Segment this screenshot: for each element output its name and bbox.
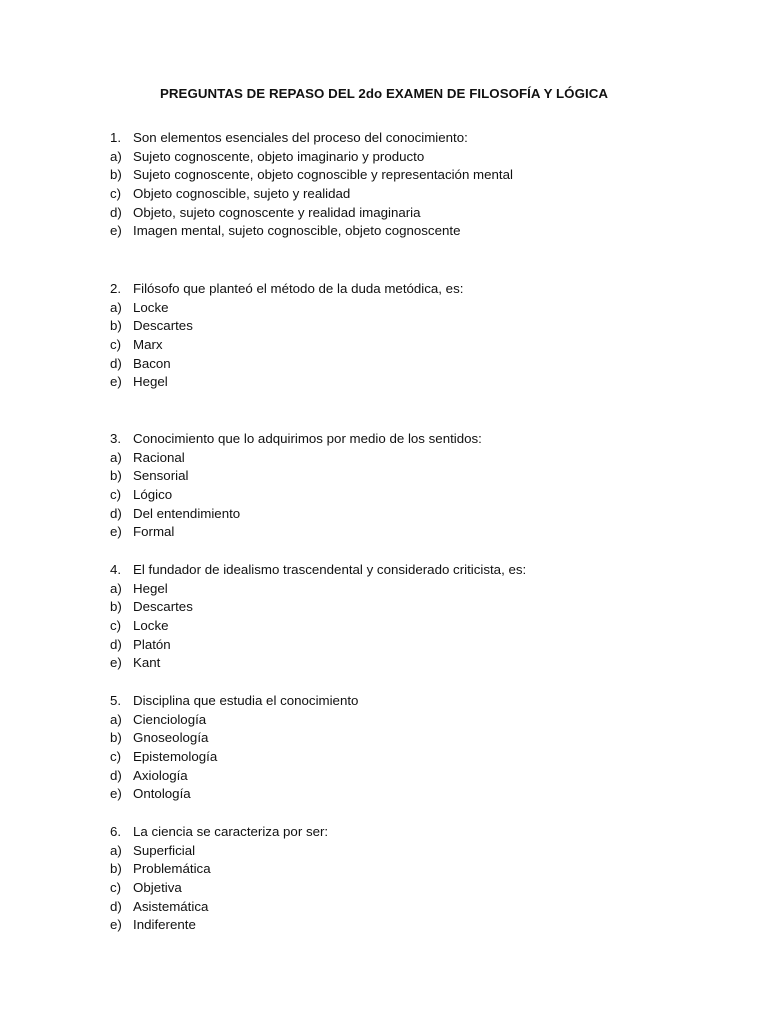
option-letter: c) [110, 749, 122, 765]
option-c [110, 185, 513, 204]
option-letter: b) [110, 167, 122, 183]
question-text: Disciplina que estudia el conocimiento [133, 693, 359, 708]
option-e [110, 523, 482, 542]
option-e [110, 916, 328, 935]
option-text: Sujeto cognoscente, objeto cognoscible y representación mental [133, 167, 513, 183]
option-text: Sensorial [133, 468, 189, 484]
option-text: Descartes [133, 318, 193, 334]
question-text: La ciencia se caracteriza por ser: [133, 824, 329, 839]
question-stem [110, 280, 463, 299]
option-text: Imagen mental, sujeto cognoscible, objeto cognoscente [133, 223, 461, 239]
option-letter: e) [110, 917, 122, 933]
option-letter: b) [110, 318, 122, 334]
option-text: Kant [133, 655, 161, 671]
option-text: Cienciología [133, 711, 207, 727]
option-d [110, 898, 328, 917]
option-a [110, 299, 463, 318]
document-title: PREGUNTAS DE REPASO DEL 2do EXAMEN DE FILOSOFÍA Y LÓGICA [159, 86, 609, 101]
options-list [110, 842, 328, 935]
option-text: Gnoseología [133, 730, 209, 746]
option-d [110, 767, 358, 786]
question-text: El fundador de idealismo trascendental y considerado criticista, es: [133, 562, 527, 577]
question-6 [110, 823, 328, 935]
option-letter: b) [110, 468, 122, 484]
option-c [110, 748, 358, 767]
option-letter: a) [110, 299, 122, 315]
option-letter: d) [110, 898, 122, 914]
option-e [110, 222, 513, 241]
option-b [110, 166, 513, 185]
option-letter: c) [110, 618, 122, 634]
option-letter: d) [110, 767, 122, 783]
option-d [110, 505, 482, 524]
option-a [110, 580, 526, 599]
option-letter: d) [110, 204, 122, 220]
option-letter: c) [110, 880, 122, 896]
option-letter: e) [110, 524, 122, 540]
option-letter: e) [110, 374, 122, 390]
question-4 [110, 561, 526, 673]
option-text: Descartes [133, 599, 193, 615]
option-b [110, 860, 328, 879]
options-list [110, 299, 463, 392]
question-number: 5. [110, 693, 122, 708]
option-c [110, 617, 526, 636]
option-letter: a) [110, 842, 122, 858]
option-letter: a) [110, 711, 122, 727]
question-stem [110, 692, 358, 711]
option-letter: a) [110, 148, 122, 164]
question-text: Son elementos esenciales del proceso del conocimiento: [133, 130, 468, 145]
option-text: Objetiva [133, 880, 182, 896]
option-text: Sujeto cognoscente, objeto imaginario y producto [133, 148, 425, 164]
option-text: Hegel [133, 374, 168, 390]
option-letter: e) [110, 223, 122, 239]
options-list [110, 580, 526, 673]
option-e [110, 654, 526, 673]
option-text: Marx [133, 337, 163, 353]
option-letter: d) [110, 505, 122, 521]
options-list [110, 449, 482, 542]
question-text: Filósofo que planteó el método de la duda metódica, es: [133, 281, 464, 296]
question-3 [110, 430, 482, 542]
option-text: Racional [133, 449, 185, 465]
option-text: Locke [133, 299, 169, 315]
option-text: Hegel [133, 580, 168, 596]
option-letter: a) [110, 449, 122, 465]
option-letter: b) [110, 599, 122, 615]
option-letter: c) [110, 487, 122, 503]
option-letter: e) [110, 655, 122, 671]
options-list [110, 711, 358, 804]
option-a [110, 148, 513, 167]
option-text: Axiología [133, 767, 188, 783]
question-number: 3. [110, 431, 122, 446]
option-text: Lógico [133, 487, 173, 503]
option-text: Asistemática [133, 898, 209, 914]
option-letter: c) [110, 186, 122, 202]
question-stem [110, 129, 513, 148]
option-e [110, 373, 463, 392]
option-text: Objeto, sujeto cognoscente y realidad imaginaria [133, 204, 421, 220]
question-number: 1. [110, 130, 122, 145]
option-a [110, 842, 328, 861]
option-letter: b) [110, 730, 122, 746]
question-number: 4. [110, 562, 122, 577]
option-a [110, 449, 482, 468]
option-letter: b) [110, 861, 122, 877]
option-text: Bacon [133, 355, 171, 371]
option-text: Ontología [133, 786, 191, 802]
option-letter: d) [110, 355, 122, 371]
option-text: Del entendimiento [133, 505, 241, 521]
option-text: Epistemología [133, 749, 218, 765]
option-c [110, 336, 463, 355]
question-number: 6. [110, 824, 122, 839]
question-number: 2. [110, 281, 122, 296]
question-stem [110, 823, 328, 842]
option-e [110, 785, 358, 804]
option-b [110, 317, 463, 336]
question-stem [110, 430, 482, 449]
option-c [110, 879, 328, 898]
question-stem [110, 561, 526, 580]
options-list [110, 148, 513, 241]
question-2 [110, 280, 463, 392]
option-d [110, 636, 526, 655]
option-letter: a) [110, 580, 122, 596]
option-letter: d) [110, 636, 122, 652]
option-b [110, 467, 482, 486]
question-5 [110, 692, 358, 804]
option-text: Formal [133, 524, 175, 540]
option-text: Problemática [133, 861, 211, 877]
option-d [110, 204, 513, 223]
question-text: Conocimiento que lo adquirimos por medio de los sentidos: [133, 431, 482, 446]
option-text: Indiferente [133, 917, 196, 933]
option-text: Locke [133, 618, 169, 634]
option-c [110, 486, 482, 505]
option-text: Superficial [133, 842, 196, 858]
option-letter: c) [110, 337, 122, 353]
option-a [110, 711, 358, 730]
option-b [110, 598, 526, 617]
option-d [110, 355, 463, 374]
option-text: Platón [133, 636, 171, 652]
option-text: Objeto cognoscible, sujeto y realidad [133, 186, 351, 202]
option-b [110, 729, 358, 748]
question-1 [110, 129, 513, 241]
option-letter: e) [110, 786, 122, 802]
